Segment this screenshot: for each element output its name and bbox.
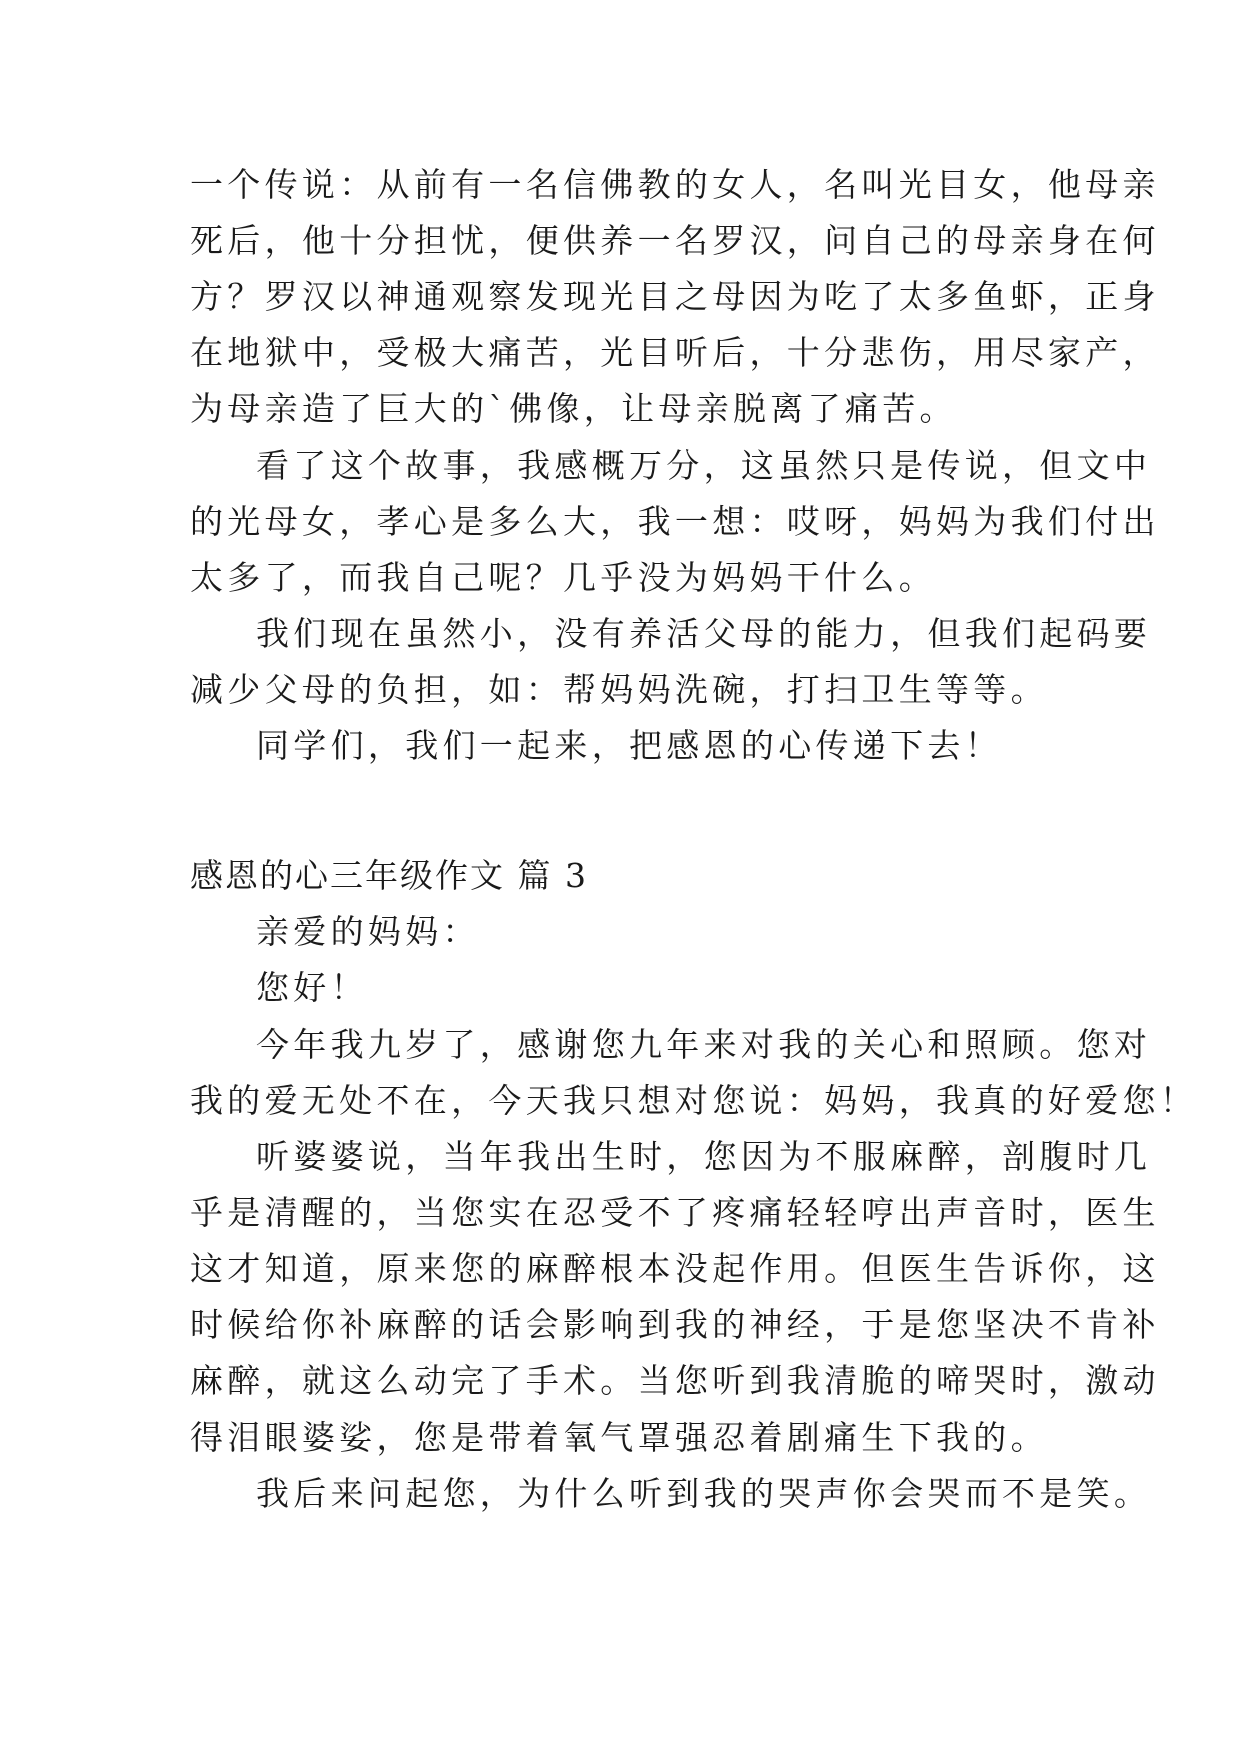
text-line: 我们现在虽然小，没有养活父母的能力，但我们起码要 [256, 614, 1152, 653]
text-line: 今年我九岁了，感谢您九年来对我的关心和照顾。您对 [256, 1025, 1152, 1064]
letter-salutation: 亲爱的妈妈： [256, 912, 480, 951]
text-line: 为母亲造了巨大的`佛像，让母亲脱离了痛苦。 [190, 389, 957, 428]
text-line: 方？罗汉以神通观察发现光目之母因为吃了太多鱼虾，正身 [190, 277, 1160, 316]
text-line: 死后，他十分担忧，便供养一名罗汉，问自己的母亲身在何 [190, 221, 1160, 260]
text-line: 乎是清醒的，当您实在忍受不了疼痛轻轻哼出声音时，医生 [190, 1193, 1160, 1232]
text-line: 得泪眼婆娑，您是带着氧气罩强忍着剧痛生下我的。 [190, 1418, 1048, 1457]
text-line: 的光母女，孝心是多么大，我一想：哎呀，妈妈为我们付出 [190, 502, 1160, 541]
text-line: 时候给你补麻醉的话会影响到我的神经，于是您坚决不肯补 [190, 1305, 1160, 1344]
section-heading: 感恩的心三年级作文 篇 3 [190, 856, 588, 895]
text-line: 听婆婆说，当年我出生时，您因为不服麻醉，剖腹时几 [256, 1137, 1152, 1176]
text-line: 我后来问起您，为什么听到我的哭声你会哭而不是笑。 [256, 1474, 1152, 1513]
text-line: 同学们，我们一起来，把感恩的心传递下去！ [256, 726, 1002, 765]
text-line: 看了这个故事，我感概万分，这虽然只是传说，但文中 [256, 446, 1152, 485]
text-line: 我的爱无处不在，今天我只想对您说：妈妈，我真的好爱您！ [190, 1081, 1198, 1120]
text-line: 一个传说：从前有一名信佛教的女人，名叫光目女，他母亲 [190, 165, 1160, 204]
text-line: 在地狱中，受极大痛苦，光目听后，十分悲伤，用尽家产， [190, 333, 1160, 372]
text-line: 麻醉，就这么动完了手术。当您听到我清脆的啼哭时，激动 [190, 1361, 1160, 1400]
letter-greeting: 您好！ [256, 968, 368, 1007]
text-line: 这才知道，原来您的麻醉根本没起作用。但医生告诉你，这 [190, 1249, 1160, 1288]
text-line: 减少父母的负担，如：帮妈妈洗碗，打扫卫生等等。 [190, 670, 1048, 709]
text-line: 太多了，而我自己呢？几乎没为妈妈干什么。 [190, 558, 936, 597]
